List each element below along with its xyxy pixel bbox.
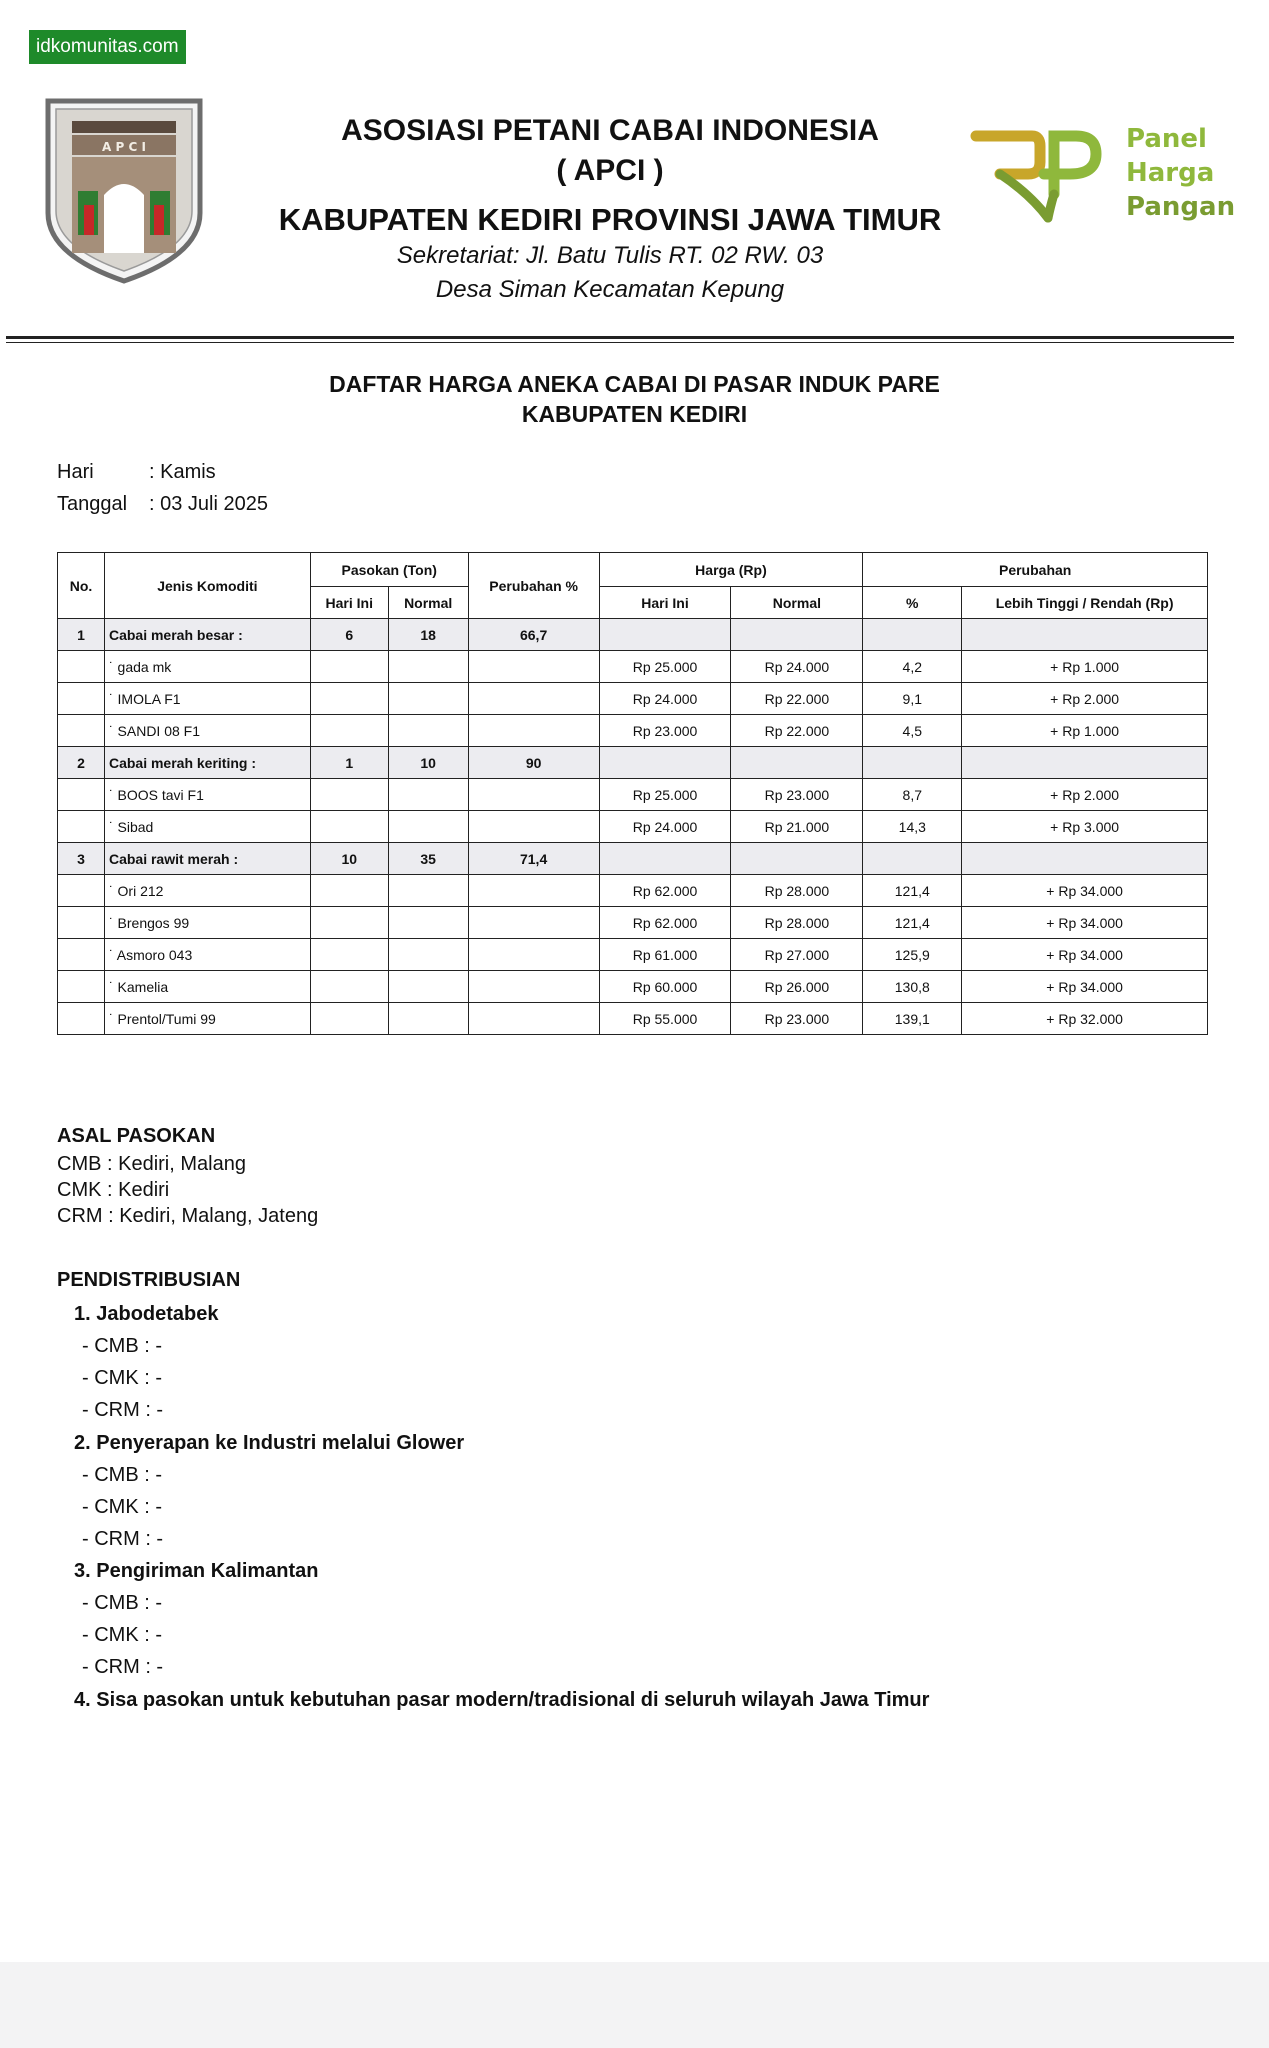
org-abbreviation: ( APCI ) bbox=[556, 154, 664, 187]
origin-line: CMB : Kediri, Malang bbox=[57, 1153, 246, 1175]
date-label: Tanggal bbox=[57, 493, 128, 515]
item-change-pct: 4,5 bbox=[863, 715, 962, 747]
distribution-item: 4. Sisa pasokan untuk kebutuhan pasar modern/tradisional di seluruh wilayah Jawa Timur bbox=[74, 1689, 930, 1711]
item-name: Brengos 99 bbox=[117, 914, 190, 931]
table-row bbox=[58, 651, 1208, 683]
document-subtitle: KABUPATEN KEDIRI bbox=[521, 401, 748, 427]
group-name: Cabai merah besar : bbox=[104, 619, 310, 651]
header-change: Perubahan bbox=[863, 553, 1208, 587]
item-price-today: Rp 24.000 bbox=[599, 683, 731, 715]
distribution-sub: - CRM : - bbox=[82, 1656, 164, 1678]
price-table bbox=[57, 552, 1208, 1035]
header-price-today: Hari Ini bbox=[599, 587, 731, 619]
item-change-diff: + Rp 2.000 bbox=[962, 779, 1208, 811]
apci-logo-text: A P C I bbox=[102, 140, 146, 154]
header-supply-today: Hari Ini bbox=[310, 587, 388, 619]
group-no: 2 bbox=[58, 747, 105, 779]
item-price-today: Rp 60.000 bbox=[599, 971, 731, 1003]
table-group-row bbox=[58, 747, 1208, 779]
item-change-diff: + Rp 2.000 bbox=[962, 683, 1208, 715]
item-name: BOOS tavi F1 bbox=[117, 786, 204, 803]
group-supply-normal: 35 bbox=[388, 843, 468, 875]
header-change-diff: Lebih Tinggi / Rendah (Rp) bbox=[962, 587, 1208, 619]
item-price-today: Rp 23.000 bbox=[599, 715, 731, 747]
item-price-normal: Rp 22.000 bbox=[731, 683, 863, 715]
item-change-pct: 8,7 bbox=[863, 779, 962, 811]
group-change-pct: 90 bbox=[468, 747, 599, 779]
item-change-diff: + Rp 34.000 bbox=[962, 939, 1208, 971]
region-title: KABUPATEN KEDIRI PROVINSI JAWA TIMUR bbox=[278, 202, 942, 237]
item-change-diff: + Rp 34.000 bbox=[962, 907, 1208, 939]
group-supply-today: 10 bbox=[310, 843, 388, 875]
group-supply-today: 1 bbox=[310, 747, 388, 779]
distribution-sub: - CMK : - bbox=[82, 1496, 162, 1518]
header-price-normal: Normal bbox=[731, 587, 863, 619]
item-name: Asmoro 043 bbox=[116, 946, 193, 963]
table-row bbox=[58, 1003, 1208, 1035]
distribution-sub: - CMK : - bbox=[82, 1367, 162, 1389]
item-change-diff: + Rp 34.000 bbox=[962, 971, 1208, 1003]
item-price-normal: Rp 28.000 bbox=[731, 875, 863, 907]
item-change-diff: + Rp 1.000 bbox=[962, 651, 1208, 683]
org-name: ASOSIASI PETANI CABAI INDONESIA bbox=[341, 114, 879, 147]
group-name: Cabai rawit merah : bbox=[104, 843, 310, 875]
header-supply-normal: Normal bbox=[388, 587, 468, 619]
panel-harga-pangan-wordmark bbox=[1126, 122, 1246, 224]
date-value: : 03 Juli 2025 bbox=[149, 493, 268, 515]
item-name: Kamelia bbox=[117, 978, 169, 995]
item-price-normal: Rp 28.000 bbox=[731, 907, 863, 939]
bullet: ˙ bbox=[108, 658, 118, 675]
table-row bbox=[58, 811, 1208, 843]
table-row bbox=[58, 939, 1208, 971]
item-change-diff: + Rp 1.000 bbox=[962, 715, 1208, 747]
group-name: Cabai merah keriting : bbox=[104, 747, 310, 779]
distribution-item: 3. Pengiriman Kalimantan bbox=[74, 1560, 319, 1582]
watermark-badge: idkomunitas.com bbox=[29, 30, 186, 64]
item-price-normal: Rp 21.000 bbox=[731, 811, 863, 843]
item-change-pct: 4,2 bbox=[863, 651, 962, 683]
item-change-pct: 14,3 bbox=[863, 811, 962, 843]
item-name: IMOLA F1 bbox=[117, 690, 181, 707]
item-name: Sibad bbox=[117, 818, 154, 835]
item-price-today: Rp 55.000 bbox=[599, 1003, 731, 1035]
wordmark-line-3: Pangan bbox=[1126, 192, 1236, 222]
table-row bbox=[58, 875, 1208, 907]
page-footer-band bbox=[0, 1962, 1269, 2048]
header-divider-thin bbox=[6, 342, 1234, 343]
distribution-item: 1. Jabodetabek bbox=[74, 1303, 219, 1325]
group-supply-normal: 10 bbox=[388, 747, 468, 779]
item-change-pct: 121,4 bbox=[863, 907, 962, 939]
item-name: Ori 212 bbox=[117, 882, 164, 899]
bullet: ˙ bbox=[108, 882, 118, 899]
item-price-normal: Rp 23.000 bbox=[731, 1003, 863, 1035]
table-row bbox=[58, 683, 1208, 715]
distribution-title: PENDISTRIBUSIAN bbox=[57, 1269, 241, 1291]
item-price-normal: Rp 26.000 bbox=[731, 971, 863, 1003]
distribution-sub: - CMB : - bbox=[82, 1592, 162, 1614]
table-row bbox=[58, 715, 1208, 747]
item-change-diff: + Rp 32.000 bbox=[962, 1003, 1208, 1035]
bullet: ˙ bbox=[108, 946, 117, 963]
table-group-row bbox=[58, 619, 1208, 651]
wordmark-line-1: Panel bbox=[1126, 124, 1207, 154]
header-price: Harga (Rp) bbox=[599, 553, 863, 587]
group-change-pct: 71,4 bbox=[468, 843, 599, 875]
item-price-today: Rp 24.000 bbox=[599, 811, 731, 843]
distribution-item: 2. Penyerapan ke Industri melalui Glower bbox=[74, 1432, 465, 1454]
distribution-sub: - CMK : - bbox=[82, 1624, 162, 1646]
bullet: ˙ bbox=[108, 914, 118, 931]
secretariat-address: Sekretariat: Jl. Batu Tulis RT. 02 RW. 03 bbox=[396, 242, 824, 269]
item-price-today: Rp 62.000 bbox=[599, 875, 731, 907]
table-row bbox=[58, 779, 1208, 811]
item-price-normal: Rp 24.000 bbox=[731, 651, 863, 683]
bullet: ˙ bbox=[108, 1010, 118, 1027]
item-change-diff: + Rp 3.000 bbox=[962, 811, 1208, 843]
header-no: No. bbox=[58, 553, 105, 619]
item-name: Prentol/Tumi 99 bbox=[117, 1010, 216, 1027]
distribution-sub: - CMB : - bbox=[82, 1335, 162, 1357]
table-row bbox=[58, 907, 1208, 939]
item-change-pct: 125,9 bbox=[863, 939, 962, 971]
day-value: : Kamis bbox=[149, 461, 216, 483]
group-no: 3 bbox=[58, 843, 105, 875]
table-group-row bbox=[58, 843, 1208, 875]
wordmark-line-2: Harga bbox=[1126, 158, 1215, 188]
header-divider bbox=[6, 336, 1234, 339]
item-change-pct: 121,4 bbox=[863, 875, 962, 907]
group-supply-normal: 18 bbox=[388, 619, 468, 651]
distribution-sub: - CRM : - bbox=[82, 1528, 164, 1550]
day-label: Hari bbox=[57, 461, 94, 483]
item-price-normal: Rp 27.000 bbox=[731, 939, 863, 971]
group-supply-today: 6 bbox=[310, 619, 388, 651]
item-name: gada mk bbox=[117, 658, 172, 675]
bullet: ˙ bbox=[108, 722, 118, 739]
apci-logo-icon bbox=[42, 95, 206, 285]
item-price-today: Rp 25.000 bbox=[599, 779, 731, 811]
document-title: DAFTAR HARGA ANEKA CABAI DI PASAR INDUK PARE bbox=[329, 371, 940, 397]
bullet: ˙ bbox=[108, 818, 118, 835]
distribution-sub: - CMB : - bbox=[82, 1464, 162, 1486]
day-row bbox=[57, 458, 216, 486]
header-commodity: Jenis Komoditi bbox=[104, 553, 310, 619]
item-change-diff: + Rp 34.000 bbox=[962, 875, 1208, 907]
item-change-pct: 139,1 bbox=[863, 1003, 962, 1035]
origin-line: CRM : Kediri, Malang, Jateng bbox=[57, 1205, 319, 1227]
bullet: ˙ bbox=[108, 690, 118, 707]
group-change-pct: 66,7 bbox=[468, 619, 599, 651]
item-price-normal: Rp 22.000 bbox=[731, 715, 863, 747]
origin-title: ASAL PASOKAN bbox=[57, 1125, 216, 1147]
item-price-today: Rp 25.000 bbox=[599, 651, 731, 683]
header-change-percent: % bbox=[863, 587, 962, 619]
item-name: SANDI 08 F1 bbox=[117, 722, 201, 739]
distribution-sub: - CRM : - bbox=[82, 1399, 164, 1421]
panel-harga-pangan-logo-icon bbox=[970, 122, 1118, 228]
item-price-today: Rp 62.000 bbox=[599, 907, 731, 939]
table-row bbox=[58, 971, 1208, 1003]
village-address: Desa Siman Kecamatan Kepung bbox=[435, 276, 785, 303]
group-no: 1 bbox=[58, 619, 105, 651]
item-change-pct: 130,8 bbox=[863, 971, 962, 1003]
header-supply: Pasokan (Ton) bbox=[310, 553, 468, 587]
header-change-pct: Perubahan % bbox=[468, 553, 599, 619]
bullet: ˙ bbox=[108, 978, 118, 995]
origin-line: CMK : Kediri bbox=[57, 1179, 170, 1201]
item-price-normal: Rp 23.000 bbox=[731, 779, 863, 811]
item-change-pct: 9,1 bbox=[863, 683, 962, 715]
date-row bbox=[57, 490, 268, 518]
item-price-today: Rp 61.000 bbox=[599, 939, 731, 971]
bullet: ˙ bbox=[108, 786, 118, 803]
